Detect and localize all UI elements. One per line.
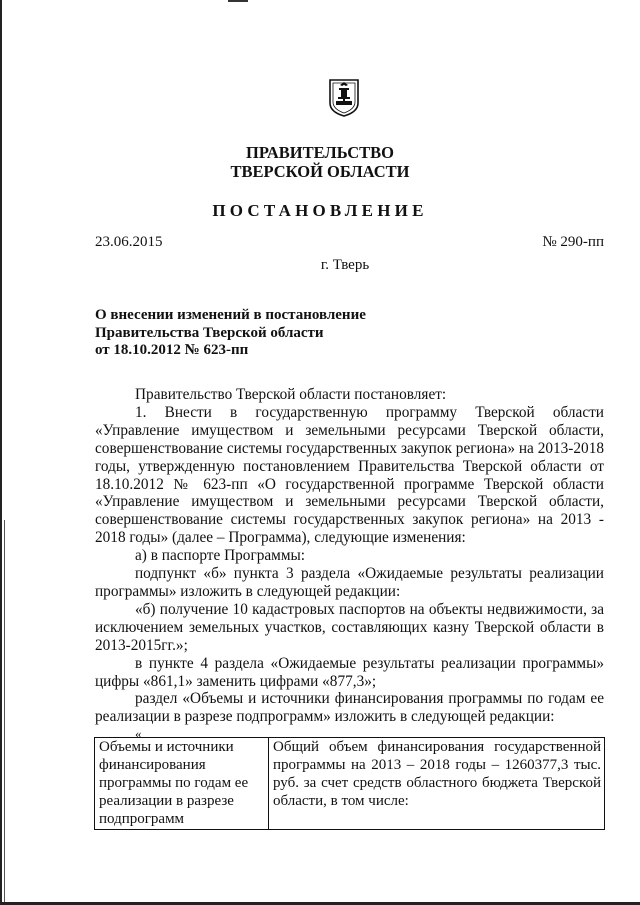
paragraph-subpoint-b: подпункт «б» пункта 3 раздела «Ожидаемые результаты реализации программы» изложить в следующей редакции: (95, 565, 604, 600)
quote-mark: « (135, 726, 142, 741)
document-type: ПОСТАНОВЛЕНИЕ (212, 201, 428, 220)
government-name (0, 143, 640, 181)
subject-line1: О внесении изменений в постановление (95, 307, 366, 323)
table-cell-label: Объемы и источники финансирования программы по годам ее реализации в разрезе подпрограмм (95, 738, 269, 830)
paragraph-section: раздел «Объемы и источники финансирования программы по годам ее реализации в разрезе подпрограмм» изложить в следующей редакции: (95, 690, 604, 726)
paragraph-point-4: в пункте 4 раздела «Ожидаемые результаты реализации программы» цифры «861,1» заменить цифрами «877,3»; (95, 654, 604, 690)
org-line2: ТВЕРСКОЙ ОБЛАСТИ (230, 162, 410, 181)
table-row (95, 738, 605, 830)
document-body (95, 386, 604, 726)
org-line1: ПРАВИТЕЛЬСТВО (246, 143, 394, 162)
financing-table (94, 737, 605, 830)
scan-edge-line (0, 0, 2, 905)
paragraph-quote-b: «б) получение 10 кадастровых паспортов на объекты недвижимости, за исключением земельных участков, составляющих казну Тверской области в 2013-2015гг.»; (95, 600, 604, 654)
document-date: 23.06.2015 (95, 234, 163, 250)
paragraph-item-1: 1. Внести в государственную программу Тверской области «Управление имуществом и земельными ресурсами Тверской области, совершенствование системы государственных закупок региона» на 2013-2018 годы, утвержденную постановлением Правительства Тверской области от 18.10.2012 № 623-пп «О государственной программе Тверской области «Управление имуществом и земельными ресурсами Тверской области, совершенствование системы государственных закупок региона» на 2013 - 2018 годы» (далее – Программа), следующие изменения: (95, 403, 604, 547)
scan-mark (228, 0, 248, 2)
paragraph-subitem-a: а) в паспорте Программы: (135, 547, 306, 565)
paragraph-intro: Правительство Тверской области постановляет: (135, 386, 447, 403)
document-city: г. Тверь (320, 257, 370, 273)
document-subject (95, 307, 366, 360)
subject-line2: Правительства Тверской области (95, 324, 324, 341)
scan-edge-line (4, 520, 5, 905)
coat-of-arms-emblem (329, 79, 359, 117)
table-cell-value: Общий объем финансирования государственной программы на 2013 – 2018 годы – 1260377,3 тыс. руб. за счет средств областного бюджета Тверской области, в том числе: (269, 738, 605, 830)
document-number: № 290-пп (542, 234, 604, 250)
subject-line3: от 18.10.2012 № 623-пп (95, 342, 249, 358)
